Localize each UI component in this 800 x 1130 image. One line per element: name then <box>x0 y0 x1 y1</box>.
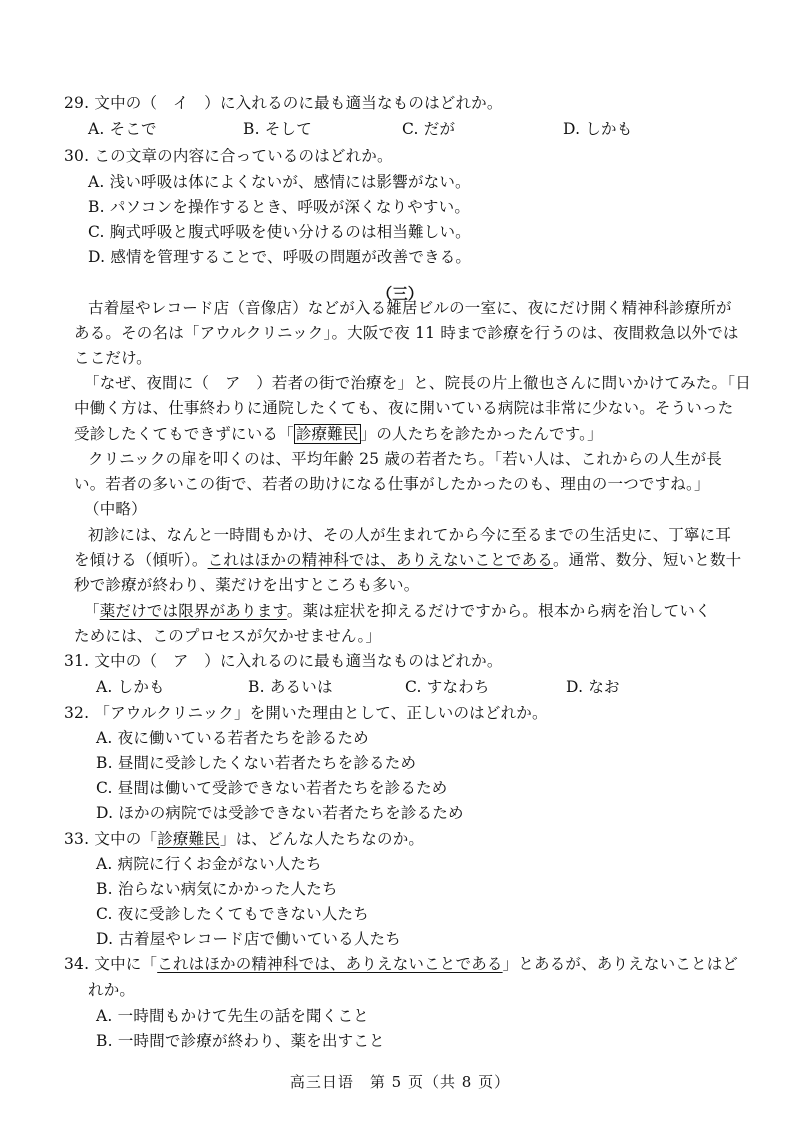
passage-text: を傾ける（傾听）。 <box>74 551 208 569</box>
passage-line <box>84 601 711 621</box>
question-33-stem <box>64 829 424 849</box>
passage-line: （中略） <box>84 500 147 518</box>
underlined-term: 診療難民 <box>157 830 220 848</box>
q34-option-a: A. 一時間もかけて先生の話を聞くこと <box>96 1007 369 1025</box>
q30-option-b: B. パソコンを操作するとき、呼吸が深くなりやすい。 <box>88 198 471 216</box>
passage-text: 「 <box>84 602 100 620</box>
q31-option-b: B. あるいは <box>248 678 333 696</box>
boxed-term-shinryo-nanmin: 診療難民 <box>295 425 359 443</box>
q30-option-d: D. 感情を管理することで、呼吸の問題が改善できる。 <box>88 248 472 266</box>
passage-line: 古着屋やレコード店（音像店）などが入る雑居ビルの一室に、夜にだけ開く精神科診療所が <box>88 299 732 317</box>
q34-option-b: B. 一時間で診療が終わり、薬を出すこと <box>96 1032 385 1050</box>
q33-option-a: A. 病院に行くお金がない人たち <box>96 855 322 873</box>
q30-option-c: C. 胸式呼吸と腹式呼吸を使い分けるのは相当難しい。 <box>88 223 471 241</box>
question-34-stem <box>64 954 738 974</box>
q29-option-d: D. しかも <box>563 120 633 138</box>
stem-text: 34. 文中に「 <box>64 955 158 973</box>
passage-line: 中働く方は、仕事終わりに通院したくても、夜に開いている病院は非常に少ない。そういった <box>74 399 734 417</box>
q33-option-b: B. 治らない病気にかかった人たち <box>96 880 338 898</box>
question-30-stem: 30. この文章の内容に合っているのはどれか。 <box>64 147 393 165</box>
passage-line: い。若者の多いこの街で、若者の助けになる仕事がしたかったのも、理由の一つですね。」 <box>74 475 710 493</box>
passage-line: 秒で診療が終わり、薬だけを出すところも多い。 <box>74 576 420 594</box>
stem-text: 33. 文中の「 <box>64 830 158 848</box>
q31-option-c: C. すなわち <box>405 678 490 696</box>
q32-option-d: D. ほかの病院では受診できない若者たちを診るため <box>96 804 464 822</box>
passage-line <box>74 424 603 444</box>
passage-line: 「なぜ、夜間に（ ア ）若者の街で治療を」と、院長の片上徹也さんに問いかけてみた。「日 <box>84 374 751 392</box>
q29-option-a: A. そこで <box>88 120 157 138</box>
passage-text: 。薬は症状を抑えるだけですから。根本から病を治していく <box>286 602 711 620</box>
q31-option-a: A. しかも <box>96 678 165 696</box>
q29-option-b: B. そして <box>243 120 312 138</box>
q32-option-a: A. 夜に働いている若者たちを診るため <box>96 729 369 747</box>
underlined-phrase: 薬だけでは限界があります <box>99 602 287 620</box>
passage-line: ここだけ。 <box>74 349 152 367</box>
question-34-stem-continued: れか。 <box>88 981 136 999</box>
q33-option-c: C. 夜に受診したくてもできない人たち <box>96 905 369 923</box>
question-32-stem: 32. 「アウルクリニック」を開いた理由として、正しいのはどれか。 <box>64 704 548 722</box>
section-heading: （三） <box>376 284 424 303</box>
passage-text: 。通常、数分、短いと数十 <box>552 551 742 569</box>
q32-option-c: C. 昼間は働いて受診できない若者たちを診るため <box>96 779 448 797</box>
passage-line <box>74 550 741 570</box>
underlined-sentence: これはほかの精神科では、ありえないことである <box>157 955 503 973</box>
stem-text: 」とあるが、ありえないことはど <box>502 955 739 973</box>
q30-option-a: A. 浅い呼吸は体によくないが、感情には影響がない。 <box>88 173 471 191</box>
passage-text: 」の人たちを診たかったんです。」 <box>360 425 603 443</box>
underlined-sentence: これはほかの精神科では、ありえないことである <box>207 551 553 569</box>
q33-option-d: D. 古着屋やレコード店で働いている人たち <box>96 930 401 948</box>
question-31-stem: 31. 文中の（ ア ）に入れるのに最も適当なものはどれか。 <box>64 652 503 670</box>
q29-option-c: C. だが <box>402 120 456 138</box>
question-29-stem: 29. 文中の（ イ ）に入れるのに最も適当なものはどれか。 <box>64 94 503 112</box>
stem-text: 」は、どんな人たちなのか。 <box>220 830 425 848</box>
q31-option-d: D. なお <box>566 678 620 696</box>
passage-line: 初診には、なんと一時間もかけ、その人が生まれてから今に至るまでの生活史に、丁寧に耳 <box>88 526 732 544</box>
passage-text: 受診したくてもできずにいる「 <box>74 425 294 443</box>
passage-line: クリニックの扉を叩くのは、平均年齢 25 歳の若者たち。「若い人は、これからの人生が長 <box>88 450 722 468</box>
passage-line: ある。その名は「アウルクリニック」。大阪で夜 11 時まで診療を行うのは、夜間救急以外では <box>74 324 739 342</box>
passage-line: ためには、このプロセスが欠かせません。」 <box>74 627 382 645</box>
page-footer: 高三日语 第 5 页（共 8 页） <box>289 1073 511 1091</box>
q32-option-b: B. 昼間に受診したくない若者たちを診るため <box>96 754 417 772</box>
